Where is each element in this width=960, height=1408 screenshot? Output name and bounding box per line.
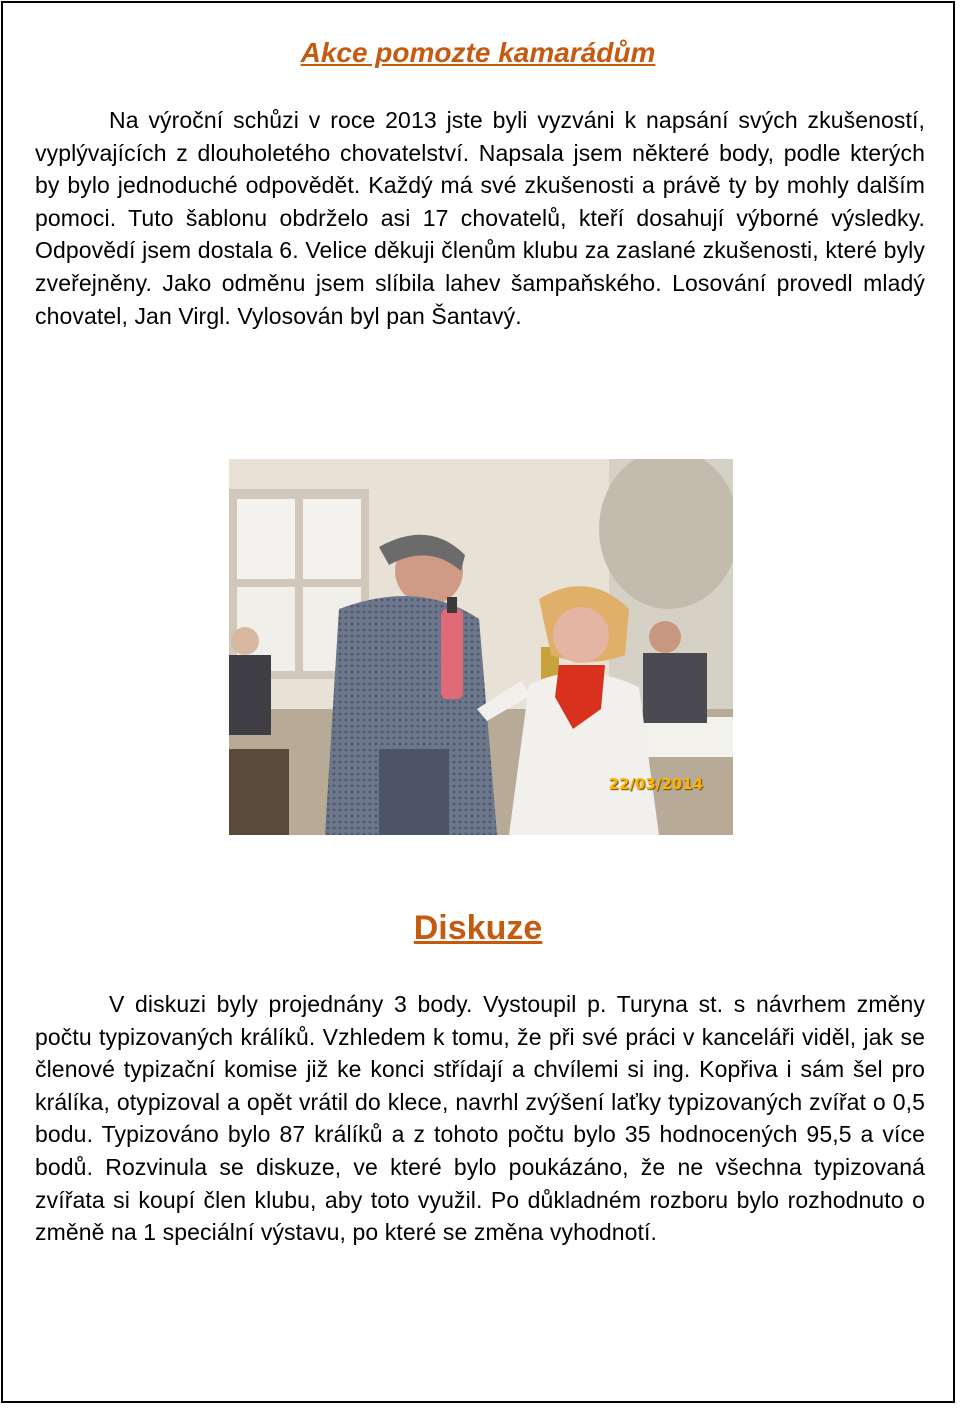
photo-date-stamp: 22/03/2014	[608, 775, 703, 793]
paragraph-diskuze-text: V diskuzi byly projednány 3 body. Vystoupil p. Turyna st. s návrhem změny počtu typizovaných králíků. Vzhledem k tomu, že při své práci v kanceláři viděl, jak se členové typizační komise již ke konci střídají a chvílemi si ing. Kopřiva i sám šel pro králíka, otypizoval a opět vrátil do klece, navrhl zvýšení laťky typizovaných zvířat o 0,5 bodu. Typizováno bylo 87 králíků a z tohoto počtu bylo 35 hodnocených 95,5 a více bodů. Rozvinula se diskuze, ve které bylo poukázáno, že ne všechna typizovaná zvířata si koupí člen klubu, aby toto využil. Po důkladném rozboru bylo rozhodnuto o změně na 1 speciální výstavu, po které se změna vyhodnotí.	[35, 991, 925, 1246]
paragraph-akce-text: Na výroční schůzi v roce 2013 jste byli vyzváni k napsání svých zkušeností, vyplývajících z dlouholetého chovatelství. Napsala jsem některé body, podle kterých by bylo jednoduché odpovědět. Každý má své zkušenosti a právě ty by mohly dalším pomoci. Tuto šablonu obdrželo asi 17 chovatelů, kteří dosahují výborné výsledky. Odpovědí jsem dostala 6. Velice děkuji členům klubu za zaslané zkušenosti, které byly zveřejněny. Jako odměnu jsem slíbila lahev šampaňského. Losování provedl mladý chovatel, Jan Virgl. Vylosován byl pan Šantavý.	[35, 107, 925, 329]
paragraph-diskuze	[35, 988, 925, 1249]
photo-man-arm	[379, 749, 449, 835]
photo-person	[643, 653, 707, 723]
photo-woman-head	[553, 607, 609, 663]
section-heading-akce: Akce pomozte kamarádům	[300, 37, 656, 68]
photo-chair	[229, 749, 289, 835]
paragraph-akce	[35, 104, 925, 332]
photo-person	[649, 621, 681, 653]
photo-window-pane	[237, 499, 295, 579]
section-heading-diskuze: Diskuze	[413, 909, 543, 947]
photo-person	[229, 655, 271, 735]
photo-window-pane	[303, 499, 361, 579]
event-photo	[229, 459, 733, 835]
photo-bottle	[441, 609, 463, 699]
document-page	[1, 1, 955, 1403]
photo-bottle-neck	[447, 597, 457, 613]
photo-person	[231, 627, 259, 655]
